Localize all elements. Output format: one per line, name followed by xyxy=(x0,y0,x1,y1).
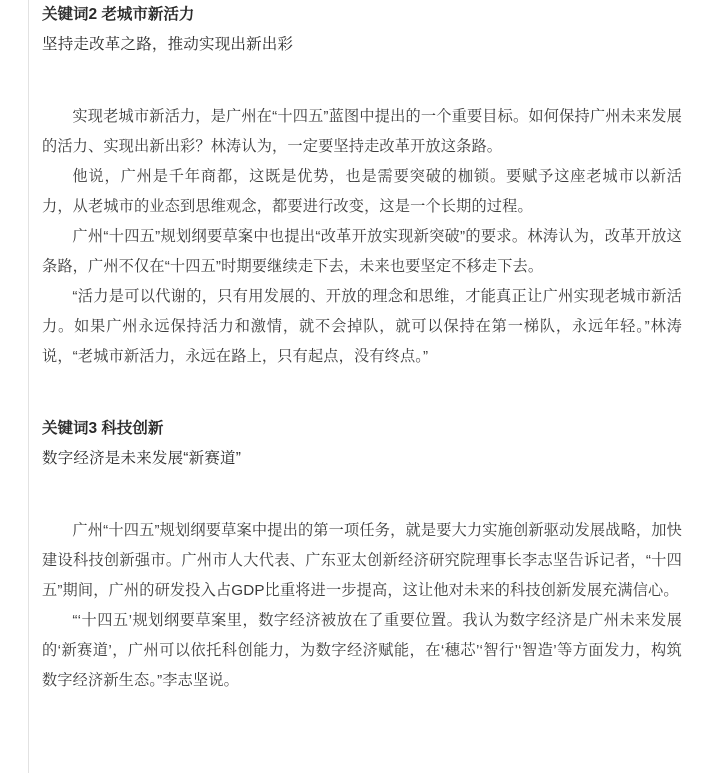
section-keyword-title: 关键词2 老城市新活力 xyxy=(42,6,195,23)
paragraph: 他说，广州是千年商都，这既是优势，也是需要突破的枷锁。要赋予这座老城市以新活力，从老城市的业态到思维观念，都要进行改变，这是一个长期的过程。 xyxy=(42,168,682,215)
spacer xyxy=(42,474,682,516)
article-body xyxy=(42,0,682,696)
section-subtitle: 坚持走改革之路，推动实现出新出彩 xyxy=(42,36,294,53)
article-section-keyword2 xyxy=(42,0,682,372)
section-keyword-title: 关键词3 科技创新 xyxy=(42,420,164,437)
paragraph: “‘十四五’规划纲要草案里，数字经济被放在了重要位置。我认为数字经济是广州未来发展的‘新赛道’，广州可以依托科创能力，为数字经济赋能，在‘穗芯’‘智行’‘智造’等方面发力，构筑数字经济新生态。”李志坚说。 xyxy=(42,612,682,689)
paragraph: 实现老城市新活力，是广州在“十四五”蓝图中提出的一个重要目标。如何保持广州未来发展的活力、实现出新出彩？林涛认为，一定要坚持走改革开放这条路。 xyxy=(42,108,682,155)
paragraph: 广州“十四五”规划纲要草案中提出的第一项任务，就是要大力实施创新驱动发展战略，加快建设科技创新强市。广州市人大代表、广东亚太创新经济研究院理事长李志坚告诉记者，“十四五”期间，广州的研发投入占GDP比重将进一步提高，这让他对未来的科技创新发展充满信心。 xyxy=(42,522,682,599)
paragraph: “活力是可以代谢的，只有用发展的、开放的理念和思维，才能真正让广州实现老城市新活力。如果广州永远保持活力和激情，就不会掉队，就可以保持在第一梯队，永远年轻。”林涛说，“老城市新活力，永远在路上，只有起点，没有终点。” xyxy=(42,288,682,365)
paragraph: 广州“十四五”规划纲要草案中也提出“改革开放实现新突破”的要求。林涛认为，改革开放这条路，广州不仅在“十四五”时期要继续走下去，未来也要坚定不移走下去。 xyxy=(42,228,682,275)
spacer xyxy=(42,372,682,414)
spacer xyxy=(42,60,682,102)
section-subtitle: 数字经济是未来发展“新赛道” xyxy=(42,450,242,467)
left-margin-rule xyxy=(28,0,29,773)
article-section-keyword3 xyxy=(42,414,682,696)
